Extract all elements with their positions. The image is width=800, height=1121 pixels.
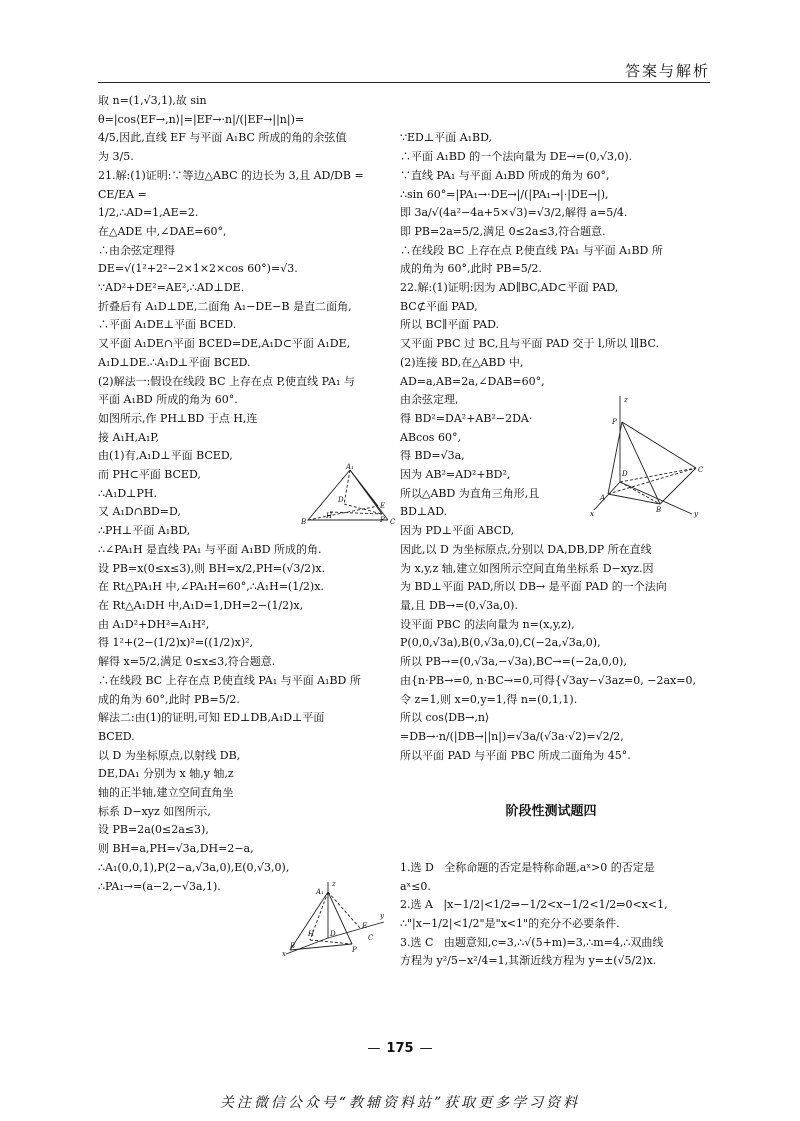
solution-line: 在 Rt△PA₁H 中,∠PA₁H=60°,∴A₁H=(1/2)x. [98, 580, 324, 594]
solution-line: DE=√(1²+2²−2×1×2×cos 60°)=√3. [98, 262, 298, 276]
fig2-label: E [362, 922, 368, 930]
fig1-label: H [326, 512, 333, 520]
solution-line: 所以平面 PAD 与平面 PBC 所成二面角为 45°. [400, 748, 631, 762]
header-divider [98, 82, 710, 83]
solution-line: 由(1)有,A₁D⊥平面 BCED, [98, 449, 233, 463]
page-number: — 175 — [0, 1041, 800, 1056]
solution-line: 即 3a/√(4a²−4a+5×√3)=√3/2,解得 a=5/4. [400, 206, 628, 220]
solution-line: DE,DA₁ 分别为 x 轴,y 轴,z [98, 767, 234, 781]
fig2-edge [290, 944, 352, 950]
solution-line: ∴在线段 BC 上存在点 P,使直线 PA₁ 与平面 A₁BD 所 [400, 243, 663, 257]
solution-line: 解得 x=5/2,满足 0≤x≤3,符合题意. [98, 655, 276, 669]
solution-line: 又平面 PBC 过 BC,且与平面 PAD 交于 l,所以 l∥BC. [400, 337, 659, 351]
fig1-edge [344, 470, 350, 504]
fig2-label: D [330, 930, 336, 938]
fig1-label: C [390, 518, 396, 526]
solution-line: 1/2,∴AD=1,AE=2. [98, 206, 199, 220]
solution-line: P(0,0,√3a),B(0,√3a,0),C(−2a,√3a,0), [400, 636, 601, 650]
solution-line: 因为 PD⊥平面 ABCD, [400, 524, 515, 538]
solution-line: 所以 cos⟨DB→,n⟩=DB→·n/(|DB→||n|)=√3a/(√3a·√2)=√2/2, [400, 711, 624, 743]
solution-line: 为 3/5. [98, 150, 134, 164]
solution-line: 而 PH⊂平面 BCED, [98, 468, 201, 482]
section-title: 阶段性测试题四 [505, 803, 597, 819]
fig2-label: z [332, 880, 336, 888]
solution-line: 设 PB=2a(0≤2a≤3), [98, 823, 209, 837]
solution-line: (2)连接 BD,在△ABD 中, [400, 355, 524, 369]
figure-21-method-1 [300, 462, 400, 532]
fig2-edge [328, 892, 360, 928]
fig2-label: B [290, 942, 296, 950]
solution-line: ∴A₁(0,0,1),P(2−a,√3a,0),E(0,√3,0), [98, 860, 290, 874]
solution-line: 为 BD⊥平面 PAD,所以 DB→ 是平面 PAD 的一个法向 [400, 580, 667, 594]
fig2-axis-y [328, 922, 384, 938]
solution-line: 又 A₁D∩BD=D, [98, 505, 181, 519]
solution-line: 因为 AB²=AD²+BD², [400, 468, 511, 482]
solution-line: 所以 BC∥平面 PAD. [400, 318, 500, 332]
solution-line: 由{n·PB→=0, n·BC→=0,可得{√3ay−√3az=0, −2ax=0, [400, 673, 696, 687]
header-title: 答案与解析 [624, 62, 710, 80]
fig1-edge [308, 470, 388, 520]
solution-line: BD⊥AD. [400, 505, 448, 519]
fig3-label: C [698, 466, 704, 474]
fig2-label: x [282, 950, 286, 958]
solution-line: ∵直线 PA₁ 与平面 A₁BD 所成的角为 60°, [400, 168, 610, 182]
solution-line: 标系 D−xyz 如图所示, [98, 804, 211, 818]
solution-line: ∵ED⊥平面 A₁BD, [400, 131, 493, 145]
solution-line: ∴平面 A₁DE⊥平面 BCED. [98, 318, 237, 332]
solution-line: 又平面 A₁DE∩平面 BCED=DE,A₁D⊂平面 A₁DE, [98, 337, 351, 351]
solution-line: 则 BH=a,PH=√3a,DH=2−a, [98, 842, 254, 856]
solution-line: BCED. [98, 729, 135, 743]
right-column [400, 92, 702, 990]
fig3-label: x [590, 510, 594, 518]
fig1-label: D [338, 496, 344, 504]
fig2-label: C [368, 934, 374, 942]
solution-line: 轴的正半轴,建立空间直角坐 [98, 786, 234, 800]
solution-line: ∴PH⊥平面 A₁BD, [98, 524, 191, 538]
solution-line: 由 A₁D²+DH²=A₁H², [98, 617, 210, 631]
solution-line: ∵AD²+DE²=AE²,∴AD⊥DE. [98, 281, 245, 295]
solution-line: 为 x,y,z 轴,建立如图所示空间直角坐标系 D−xyz.因 [400, 561, 654, 575]
answer-line: ∴"|x−1/2|<1/2"是"x<1"的充分不必要条件. [400, 916, 620, 930]
solution-line: ∴A₁D⊥PH. [98, 486, 158, 500]
solution-line: 设 PB=x(0≤x≤3),则 BH=x/2,PH=(√3/2)x. [98, 561, 326, 575]
solution-line: ∴在线段 BC 上存在点 P,使直线 PA₁ 与平面 A₁BD 所 [98, 673, 361, 687]
solution-line: 成的角为 60°,此时 PB=5/2. [98, 692, 240, 706]
solution-line: 量,且 DB→=(0,√3a,0). [400, 598, 518, 612]
fig1-label: E [380, 502, 386, 510]
solution-line: 解法二:由(1)的证明,可知 ED⊥DB,A₁D⊥平面 [98, 711, 325, 725]
solution-line: 得 1²+(2−(1/2)x)²=((1/2)x)², [98, 636, 254, 650]
answer-line: 1.选 D 全称命题的否定是特称命题,aˣ>0 的否定是 [400, 860, 655, 874]
figure-21-method-2 [280, 878, 390, 958]
solution-line: 21.解:(1)证明:∵等边△ABC 的边长为 3,且 AD/DB = CE/EA = [98, 168, 368, 201]
solution-line: 取 n=(1,√3,1),故 sin θ=|cos⟨EF→,n⟩|=|EF→·n|/(|EF→||n|)= [98, 94, 305, 126]
fig3-edge [608, 494, 660, 504]
solution-line: 得 BD=√3a, [400, 449, 465, 463]
solution-line: 在 Rt△A₁DH 中,A₁D=1,DH=2−(1/2)x, [98, 598, 304, 612]
fig2-label: H [308, 930, 315, 938]
solution-line: 在△ADE 中,∠DAE=60°, [98, 224, 227, 238]
solution-line: 22.解:(1)证明:因为 AD∥BC,AD⊂平面 PAD, [400, 281, 619, 295]
solution-line: BC⊄平面 PAD, [400, 299, 478, 313]
answer-line: 3.选 C 由题意知,c=3,∴√(5+m)=3,∴m=4,∴双曲线 [400, 935, 664, 949]
answer-line: 方程为 y²/5−x²/4=1,其渐近线方程为 y=±(√5/2)x. [400, 954, 657, 968]
fig1-label: B [301, 518, 307, 526]
solution-line: 平面 A₁BD 所成的角为 60°. [98, 393, 238, 407]
fig2-label: A₁ [316, 888, 324, 896]
solution-line: ∴PA₁→=(a−2,−√3a,1). [98, 879, 221, 893]
solution-line: 因此,以 D 为坐标原点,分别以 DA,DB,DP 所在直线 [400, 542, 652, 556]
answer-line: aˣ≤0. [400, 879, 431, 893]
fig1-label: P [380, 516, 385, 524]
solution-line: 折叠后有 A₁D⊥DE,二面角 A₁−DE−B 是直二面角, [98, 299, 352, 313]
figure-22 [588, 392, 706, 518]
solution-line: ∴由余弦定理得 [98, 243, 175, 257]
fig3-label: A [600, 494, 606, 502]
answer-line: 2.选 A |x−1/2|<1/2⇒−1/2<x−1/2<1/2⇒0<x<1, [400, 898, 668, 912]
fig3-label: P [612, 418, 617, 426]
solution-line: 接 A₁H,A₁P, [98, 430, 159, 444]
solution-line: 4/5,因此,直线 EF 与平面 A₁BC 所成的角的余弦值 [98, 131, 347, 145]
solution-line: 成的角为 60°,此时 PB=5/2. [400, 262, 542, 276]
solution-line: ABcos 60°, [400, 430, 461, 444]
fig1-label: A₁ [346, 463, 354, 471]
fig2-label: y [380, 912, 384, 920]
solution-line: 如图所示,作 PH⊥BD 于点 H,连 [98, 411, 258, 425]
solution-line: 即 PB=2a=5/2,满足 0≤2a≤3,符合题意. [400, 224, 606, 238]
fig2-label: P [352, 946, 357, 954]
solution-line: (2)解法一:假设在线段 BC 上存在点 P,使直线 PA₁ 与 [98, 374, 355, 388]
solution-line: 由余弦定理, [400, 393, 459, 407]
solution-line: A₁D⊥DE.∴A₁D⊥平面 BCED. [98, 355, 251, 369]
solution-line: ∴sin 60°=|PA₁→·DE→|/(|PA₁→|·|DE→|), [400, 187, 609, 201]
solution-line: 所以 PB→=(0,√3a,−√3a),BC→=(−2a,0,0), [400, 655, 627, 669]
footer-note: 关注微信公众号“教辅资料站”获取更多学习资料 [219, 1095, 581, 1111]
fig3-label: D [622, 470, 628, 478]
solution-line: 令 z=1,则 x=0,y=1,得 n=(0,1,1). [400, 692, 578, 706]
solution-line: ∴∠PA₁H 是直线 PA₁ 与平面 A₁BD 所成的角. [98, 542, 322, 556]
solution-line: AD=a,AB=2a,∠DAB=60°, [400, 374, 545, 388]
fig3-label: B [656, 506, 662, 514]
solution-line: 得 BD²=DA²+AB²−2DA· [400, 411, 533, 425]
fig3-label: y [694, 510, 698, 518]
fig3-edge [620, 482, 660, 504]
right-column-answers [400, 859, 702, 971]
solution-line: 以 D 为坐标原点,以射线 DB, [98, 748, 241, 762]
solution-line: 设平面 PBC 的法向量为 n=(x,y,z), [400, 617, 575, 631]
fig1-edge [350, 470, 382, 514]
solution-line: ∴平面 A₁BD 的一个法向量为 DE→=(0,√3,0). [400, 150, 633, 164]
fig3-label: z [624, 396, 628, 404]
solution-line: 所以△ABD 为直角三角形,且 [400, 486, 540, 500]
